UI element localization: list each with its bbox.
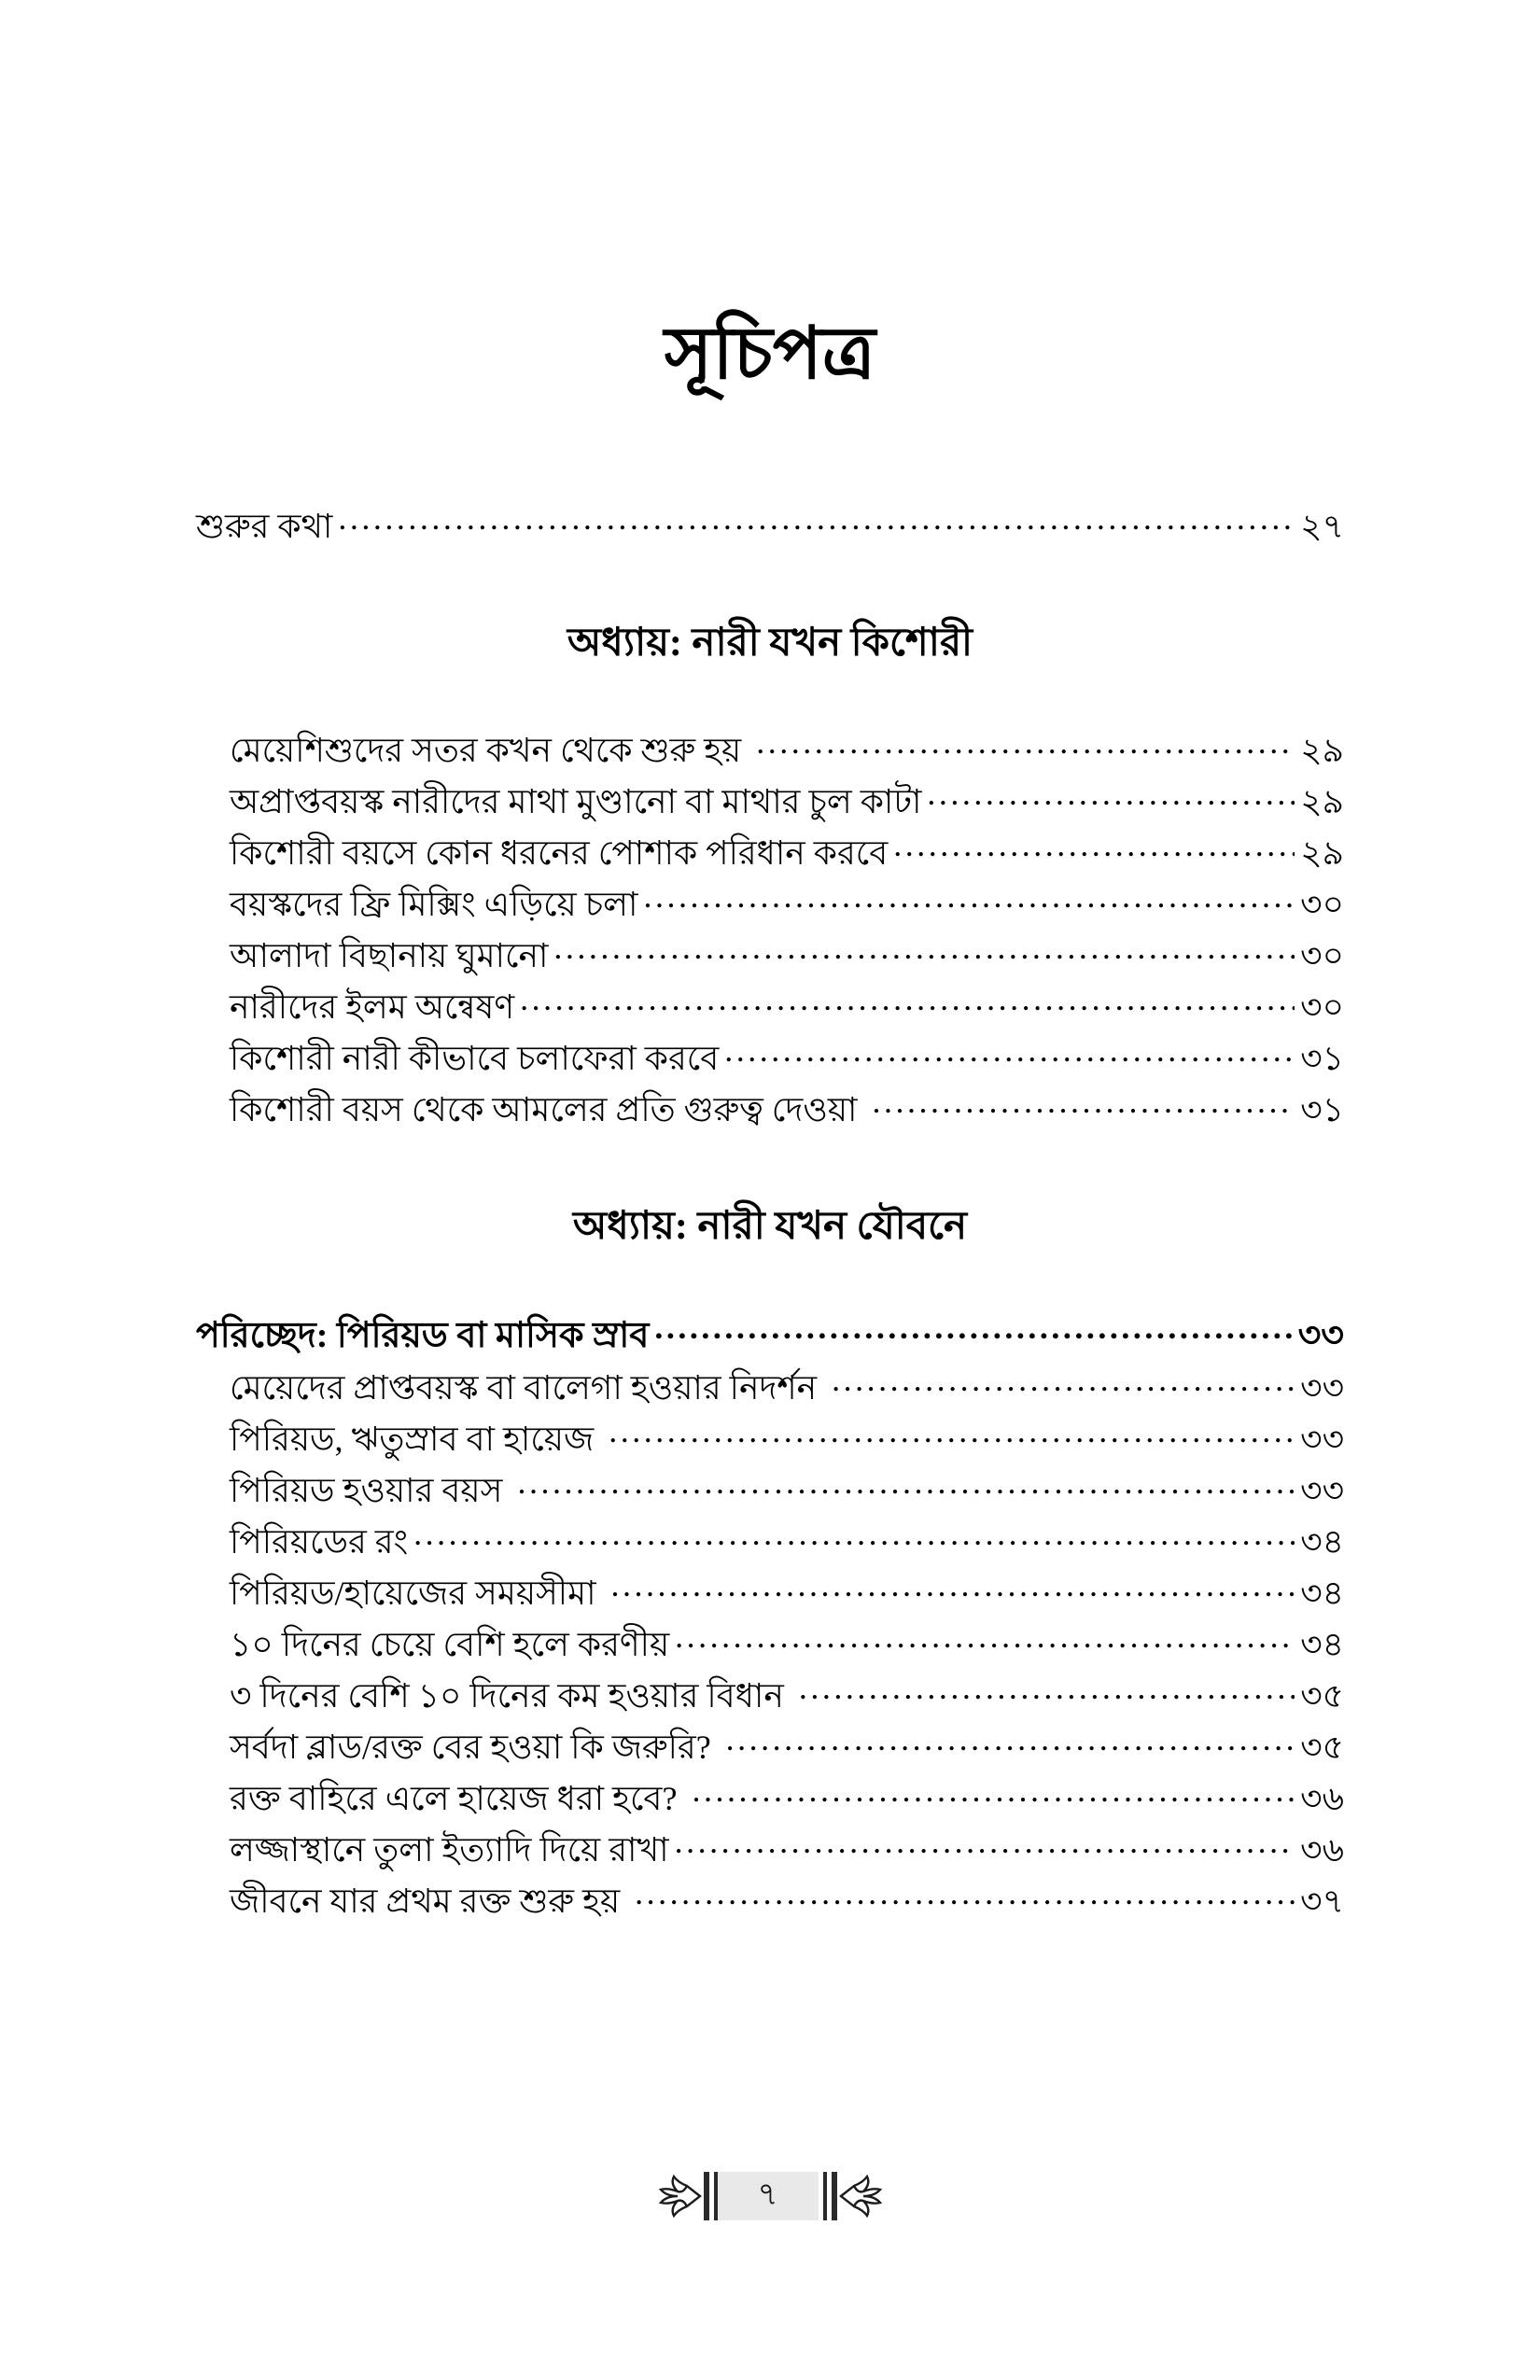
divider-bar (704, 2172, 709, 2220)
toc-entry-page: ৩৬ (1300, 1780, 1344, 1817)
toc-entry-page: ৩১ (1300, 1091, 1344, 1128)
toc-entry-label: ১০ দিনের চেয়ে বেশি হলে করণীয় (230, 1626, 670, 1663)
dot-leader (862, 1087, 1295, 1121)
toc-entry-label: কিশোরী বয়সে কোন ধরনের পোশাক পরিধান করবে (230, 834, 889, 872)
toc-entry-page: ৩৭ (1300, 1883, 1344, 1920)
toc-entry[interactable] (196, 1571, 1344, 1610)
toc-entry[interactable] (196, 1725, 1344, 1764)
toc-entry-label: মেয়েদের প্রাপ্তবয়স্ক বা বালেগা হওয়ার নিদর্শন (230, 1369, 818, 1407)
toc-entry-label: লজ্জাস্থানে তুলা ইত্যাদি দিয়ে রাখা (230, 1831, 669, 1869)
toc-entry[interactable] (196, 1365, 1344, 1405)
toc-entry-label: পিরিয়ড হওয়ার বয়স (230, 1472, 503, 1509)
toc-entry-page: ৩৩ (1300, 1369, 1344, 1407)
toc-entry-label: পিরিয়ড/হায়েজের সময়সীমা (230, 1575, 596, 1612)
toc-entry-page: ৩১ (1300, 1040, 1344, 1077)
toc-entry-page: ৩৩ (1300, 1472, 1344, 1509)
toc-entry-label: অপ্রাপ্তবয়স্ক নারীদের মাথা মুণ্ডানো বা মাথার চুল কাটা (230, 783, 922, 820)
toc-entry-page: ২৯ (1300, 783, 1344, 820)
dot-leader (643, 882, 1295, 916)
toc-entry-page: ২৯ (1300, 834, 1344, 872)
floral-ornament-left-icon (655, 2169, 704, 2223)
toc-entry-page: ৩০ (1300, 937, 1344, 974)
toc-entry[interactable] (196, 1673, 1344, 1713)
toc-entry-label: শুরুর কথা (196, 508, 333, 545)
chapter-2-entry-list (196, 1365, 1344, 1918)
dot-leader (338, 504, 1295, 538)
dot-leader (682, 1776, 1295, 1810)
toc-section-page: ৩৩ (1297, 1316, 1344, 1355)
toc-entry-label: মেয়েশিশুদের সতর কখন থেকে শুরু হয় (230, 732, 742, 769)
toc-entry[interactable] (196, 1879, 1344, 1918)
dot-leader (413, 1519, 1295, 1553)
dot-leader (675, 1622, 1295, 1656)
page-title: সূচিপত্র (664, 313, 876, 394)
dot-leader (893, 831, 1295, 864)
toc-entry[interactable] (196, 985, 1344, 1024)
toc-entry-label: নারীদের ইলম অন্বেষণ (230, 988, 515, 1026)
spacer (196, 1127, 1344, 1207)
dot-leader (790, 1673, 1295, 1707)
dot-leader (553, 933, 1295, 967)
toc-entry[interactable] (196, 882, 1344, 921)
toc-entry[interactable] (196, 1468, 1344, 1507)
toc-entry-page: ৩৪ (1300, 1575, 1344, 1612)
toc-entry-label: কিশোরী নারী কীভাবে চলাফেরা করবে (230, 1040, 720, 1077)
dot-leader (822, 1365, 1295, 1399)
toc-entry-label: জীবনে যার প্রথম রক্ত শুরু হয় (230, 1883, 621, 1920)
toc-entry-page: ২৭ (1300, 508, 1344, 545)
dot-leader (654, 1311, 1292, 1347)
dot-leader (724, 1036, 1295, 1070)
toc-entry[interactable] (196, 779, 1344, 819)
toc-entry[interactable] (196, 933, 1344, 973)
divider-bar (823, 2172, 827, 2220)
dot-leader (717, 1725, 1295, 1758)
toc-section-entry[interactable] (196, 1311, 1344, 1353)
dot-leader (508, 1468, 1295, 1502)
toc-entry[interactable] (196, 1827, 1344, 1867)
toc-entry-label: পিরিয়ড, ঋতুস্রাব বা হায়েজ (230, 1421, 595, 1458)
toc-entry-page: ২৯ (1300, 732, 1344, 769)
spacer (196, 1246, 1344, 1311)
spacer (196, 663, 1344, 728)
toc-entry-page: ৩৪ (1300, 1523, 1344, 1561)
dot-leader (625, 1879, 1295, 1912)
toc-entry-label: ৩ দিনের বেশি ১০ দিনের কম হওয়ার বিধান (230, 1677, 784, 1715)
toc-section-label: পরিচ্ছেদ: পিরিয়ড বা মাসিক স্রাব (196, 1316, 650, 1355)
toc-entry-label: আলাদা বিছানায় ঘুমানো (230, 937, 549, 974)
toc-entry-label: সর্বদা ব্লাড/রক্ত বের হওয়া কি জরুরি? (230, 1729, 711, 1766)
toc-entry[interactable] (196, 1622, 1344, 1661)
toc-entry-preface[interactable] (196, 504, 1344, 543)
toc-entry-page: ৩৩ (1300, 1421, 1344, 1458)
toc-entry-label: কিশোরী বয়স থেকে আমলের প্রতি গুরুত্ব দেওয়া (230, 1091, 858, 1128)
toc-entry[interactable] (196, 728, 1344, 767)
footer-inner (655, 2167, 886, 2225)
dot-leader (675, 1827, 1295, 1861)
page-footer (0, 2167, 1540, 2225)
toc-entry-label: রক্ত বাহিরে এলে হায়েজ ধরা হবে? (230, 1780, 678, 1817)
floral-ornament-right-icon (837, 2169, 886, 2223)
toc-entry-page: ৩৪ (1300, 1626, 1344, 1663)
divider-bars-left (704, 2172, 718, 2220)
toc-entry-page: ৩৫ (1300, 1729, 1344, 1766)
chapter-heading-1: অধ্যায়: নারী যখন কিশোরী (567, 622, 973, 665)
dot-leader (747, 728, 1295, 762)
dot-leader (520, 985, 1295, 1018)
spacer (196, 543, 1344, 623)
chapter-heading-2: অধ্যায়: নারী যখন যৌবনে (572, 1205, 968, 1248)
toc-content (196, 504, 1344, 1918)
toc-entry-page: ৩০ (1300, 886, 1344, 923)
chapter-1-entry-list (196, 728, 1344, 1127)
toc-entry[interactable] (196, 1087, 1344, 1127)
toc-entry[interactable] (196, 1417, 1344, 1456)
toc-entry-page: ৩৬ (1300, 1831, 1344, 1869)
toc-entry[interactable] (196, 1519, 1344, 1559)
toc-entry[interactable] (196, 1036, 1344, 1075)
toc-entry-label: পিরিয়ডের রং (230, 1523, 409, 1561)
page-number: ৭ (718, 2172, 819, 2220)
toc-entry[interactable] (196, 1776, 1344, 1815)
toc-entry-label: বয়স্কদের ফ্রি মিক্সিং এড়িয়ে চলা (230, 886, 638, 923)
toc-entry[interactable] (196, 831, 1344, 870)
dot-leader (599, 1417, 1295, 1450)
dot-leader (927, 779, 1295, 813)
toc-entry-page: ৩০ (1300, 988, 1344, 1026)
divider-bars-right (819, 2172, 837, 2220)
toc-entry-page: ৩৫ (1300, 1677, 1344, 1715)
dot-leader (602, 1571, 1295, 1604)
